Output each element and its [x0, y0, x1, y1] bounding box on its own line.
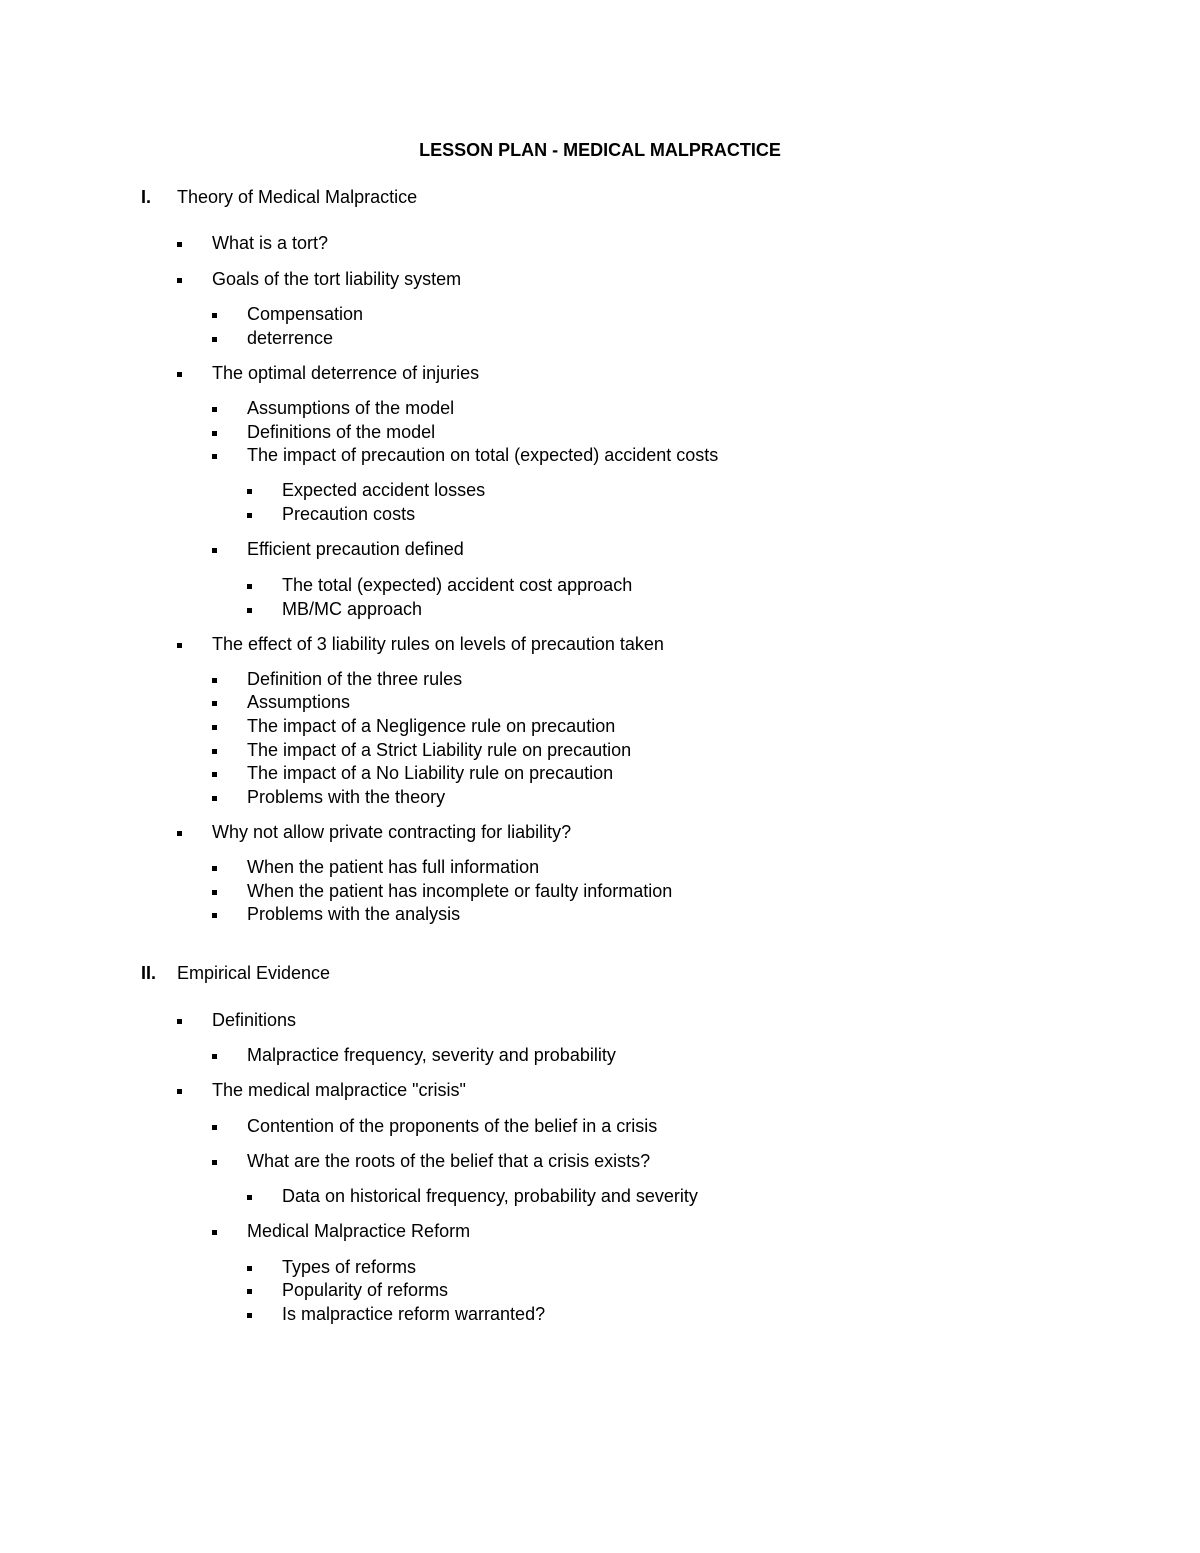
list-item-text: The effect of 3 liability rules on levels of precaution taken: [212, 634, 664, 654]
list-item-text: The optimal deterrence of injuries: [212, 363, 480, 383]
list-item-text: Compensation: [247, 304, 364, 324]
list-item-text: When the patient has incomplete or faulty information: [247, 881, 673, 901]
list-item-text: Why not allow private contracting for liability?: [212, 822, 572, 842]
list-item-text: What are the roots of the belief that a crisis exists?: [247, 1151, 651, 1171]
bullet-icon: [247, 1313, 252, 1318]
list-item-text: Popularity of reforms: [282, 1280, 449, 1300]
bullet-icon: [212, 407, 217, 412]
bullet-icon: [212, 1230, 217, 1235]
list-item-text: Definitions of the model: [247, 422, 436, 442]
bullet-icon: [247, 513, 252, 518]
bullet-icon: [177, 1019, 182, 1024]
section-label: Theory of Medical Malpractice: [177, 187, 418, 207]
list-item-text: Data on historical frequency, probability and severity: [282, 1186, 698, 1206]
bullet-icon: [177, 372, 182, 377]
section-numeral: I.: [141, 187, 152, 207]
bullet-icon: [247, 584, 252, 589]
bullet-icon: [212, 1125, 217, 1130]
list-item-text: Expected accident losses: [282, 480, 486, 500]
bullet-icon: [212, 772, 217, 777]
bullet-icon: [212, 890, 217, 895]
list-item-text: The total (expected) accident cost approach: [282, 575, 633, 595]
bullet-icon: [212, 548, 217, 553]
bullet-icon: [212, 796, 217, 801]
bullet-icon: [177, 643, 182, 648]
list-item-text: Problems with the theory: [247, 787, 446, 807]
bullet-icon: [177, 278, 182, 283]
section-numeral: II.: [141, 963, 157, 983]
list-item-text: Efficient precaution defined: [247, 539, 464, 559]
bullet-icon: [247, 1289, 252, 1294]
list-item-text: Contention of the proponents of the belief in a crisis: [247, 1116, 658, 1136]
bullet-icon: [247, 1266, 252, 1271]
list-item-text: Medical Malpractice Reform: [247, 1221, 471, 1241]
list-item-text: Precaution costs: [282, 504, 416, 524]
list-item-text: The impact of a No Liability rule on precaution: [247, 763, 614, 783]
list-item-text: Assumptions of the model: [247, 398, 455, 418]
bullet-icon: [177, 1089, 182, 1094]
list-item-text: The medical malpractice "crisis": [212, 1080, 466, 1100]
list-item-text: deterrence: [247, 328, 334, 348]
list-item-text: MB/MC approach: [282, 599, 423, 619]
bullet-icon: [247, 1195, 252, 1200]
list-item-text: Assumptions: [247, 692, 351, 712]
list-item-text: Definitions: [212, 1010, 297, 1030]
section-heading: [141, 963, 330, 984]
list-item-text: Types of reforms: [282, 1257, 417, 1277]
bullet-icon: [212, 337, 217, 342]
list-item-text: Problems with the analysis: [247, 904, 461, 924]
section-heading: [141, 187, 417, 208]
list-item-text: When the patient has full information: [247, 857, 540, 877]
page-title: LESSON PLAN - MEDICAL MALPRACTICE: [419, 140, 781, 160]
list-item-text: The impact of a Negligence rule on precaution: [247, 716, 616, 736]
list-item-text: The impact of precaution on total (expected) accident costs: [247, 445, 719, 465]
list-item-text: Goals of the tort liability system: [212, 269, 462, 289]
bullet-icon: [212, 749, 217, 754]
bullet-icon: [212, 313, 217, 318]
bullet-icon: [212, 454, 217, 459]
bullet-icon: [212, 866, 217, 871]
bullet-icon: [212, 1160, 217, 1165]
list-item-text: What is a tort?: [212, 233, 329, 253]
bullet-icon: [212, 913, 217, 918]
bullet-icon: [212, 678, 217, 683]
bullet-icon: [247, 608, 252, 613]
list-item-text: Is malpractice reform warranted?: [282, 1304, 546, 1324]
bullet-icon: [212, 701, 217, 706]
bullet-icon: [247, 489, 252, 494]
section-label: Empirical Evidence: [177, 963, 331, 983]
bullet-icon: [212, 725, 217, 730]
list-item-text: Malpractice frequency, severity and probability: [247, 1045, 616, 1065]
list-item-text: Definition of the three rules: [247, 669, 463, 689]
list-item-text: The impact of a Strict Liability rule on precaution: [247, 740, 632, 760]
bullet-icon: [177, 831, 182, 836]
bullet-icon: [177, 242, 182, 247]
bullet-icon: [212, 1054, 217, 1059]
bullet-icon: [212, 431, 217, 436]
